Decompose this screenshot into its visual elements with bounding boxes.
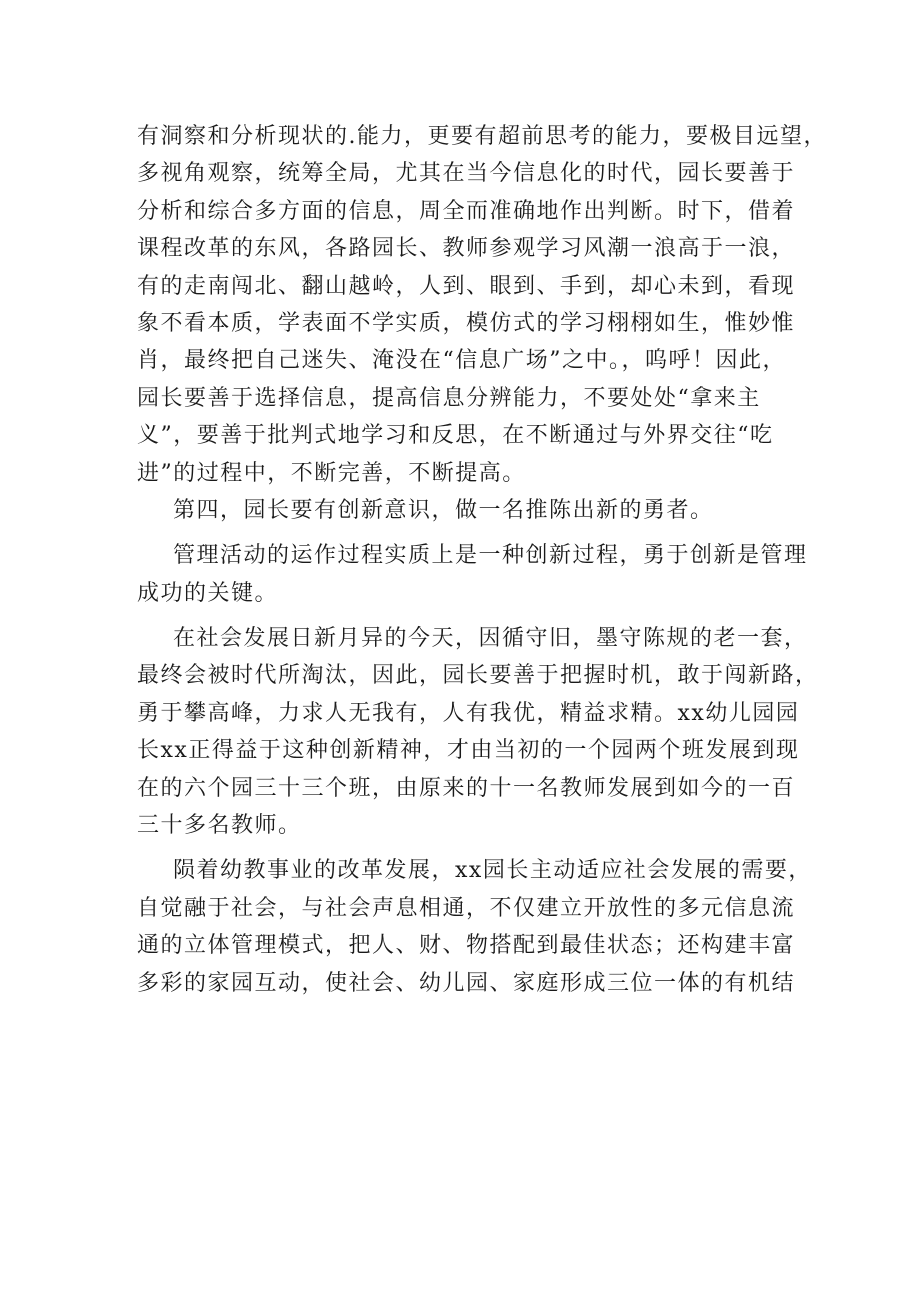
text-line: 有的走南闯北、翻山越岭，人到、眼到、手到，却心未到，看现 [137,273,796,299]
text-line: 多彩的家园互动，使社会、幼儿园、家庭形成三位一体的有机结 [137,970,796,996]
text-line: 成功的关键。 [137,580,279,606]
text-line: 有洞察和分析现状的.能力，更要有超前思考的能力，要极目远望， [137,124,827,149]
text-line: 三十多名教师。 [137,813,302,839]
text-line: 分析和综合多方面的信息，周全而准确地作出判断。时下，借着 [137,198,796,224]
body-text [137,118,827,1002]
text-line: 勇于攀高峰，力求人无我有，人有我优，精益求精。xx幼儿园园 [137,700,800,726]
text-line: 长xx正得益于这种创新精神，才由当初的一个园两个班发展到现 [137,738,800,764]
text-line: 肖，最终把自己迷失、淹没在“信息广场”之中。，呜呼！因此， [137,348,786,374]
text-line: 在社会发展日新月异的今天，因循守旧，墨守陈规的老一套， [173,626,808,652]
text-line: 自觉融于社会，与社会声息相通，不仅建立开放性的多元信息流 [137,895,796,921]
section-heading: 第四，园长要有创新意识，做一名推陈出新的勇者。 [173,497,714,523]
text-line: 陨着幼教事业的改革发展，xx园长主动适应社会发展的需要， [173,858,812,884]
text-line: 课程改革的东风，各路园长、教师参观学习风潮一浪高于一浪， [137,236,796,262]
text-line: 园长要善于选择信息，提高信息分辨能力，不要处处“拿来主 [137,385,761,411]
text-line: 在的六个园三十三个班，由原来的十一名教师发展到如今的一百 [137,775,796,801]
text-line: 管理活动的运作过程实质上是一种创新过程，勇于创新是管理 [173,543,808,569]
text-line: 象不看本质，学表面不学实质，模仿式的学习栩栩如生，惟妙惟 [137,310,796,336]
text-line: 最终会被时代所淘汰，因此，园长要善于把握时机，敢于闯新路， [137,663,819,689]
text-line: 通的立体管理模式，把人、财、物搭配到最佳状态；还构建丰富 [137,933,796,959]
text-line: 义”，要善于批判式地学习和反思，在不断通过与外界交往“吃 [137,423,774,449]
text-line: 进”的过程中，不断完善，不断提高。 [137,460,526,486]
text-line: 多视角观察，统筹全局，尤其在当今信息化的时代，园长要善于 [137,161,796,187]
